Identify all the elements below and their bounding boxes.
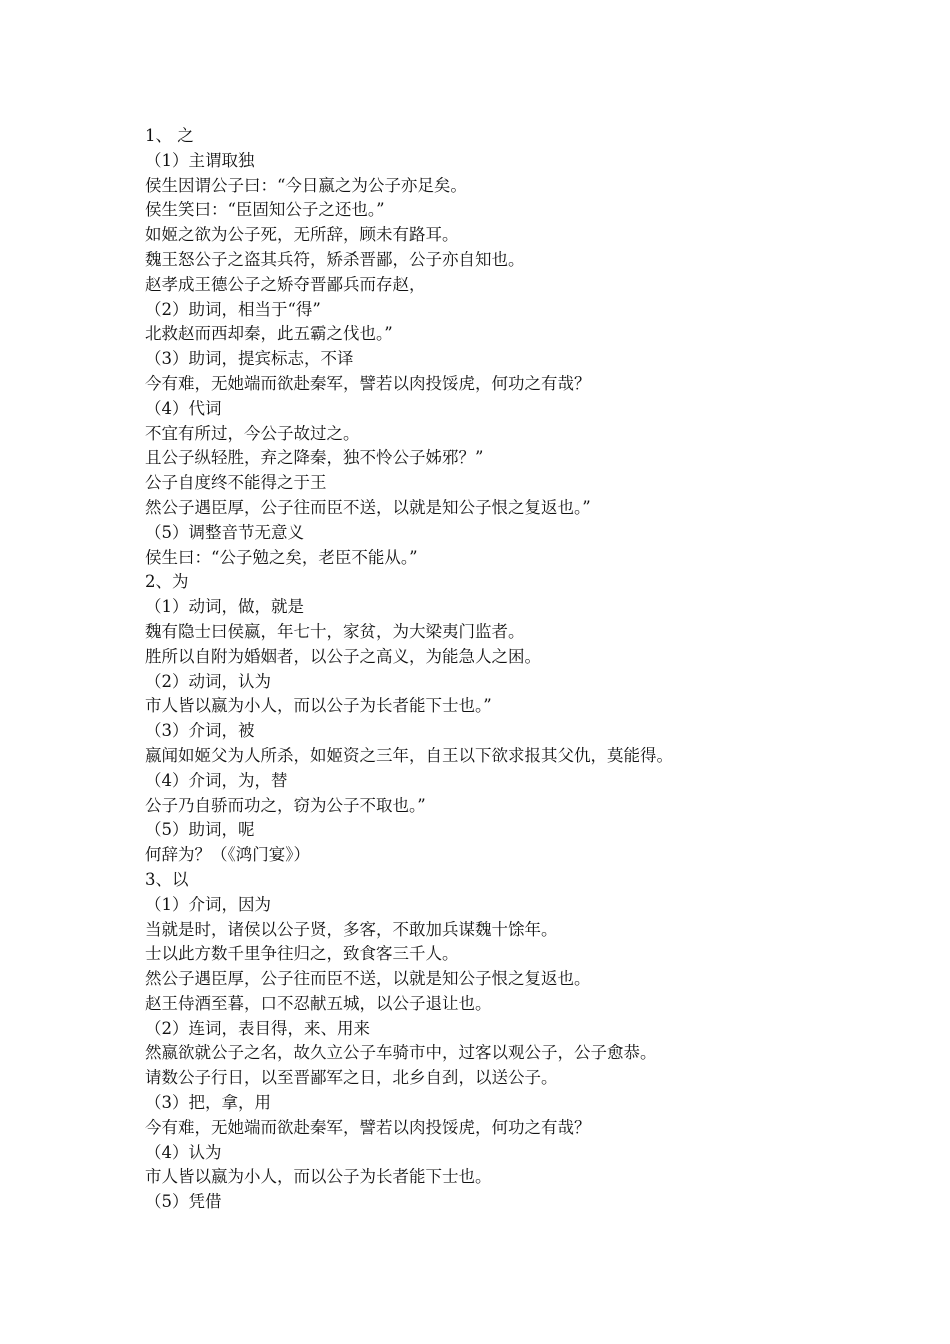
example-sentence: 何辞为？（《鸿门宴》） (145, 845, 310, 865)
example-sentence: 如姬之欲为公子死，无所辞，顾未有路耳。 (145, 225, 459, 245)
example-sentence: 胜所以自附为婚姻者，以公子之高义，为能急人之困。 (145, 646, 541, 666)
example-sentence: 不宜有所过，今公子故过之。 (145, 423, 360, 443)
example-sentence: 赵孝成王德公子之矫夺晋鄙兵而存赵， (145, 274, 426, 294)
subsection-heading: （3）助词，提宾标志，不译 (145, 349, 354, 369)
example-sentence: 市人皆以嬴为小人，而以公子为长者能下士也。” (145, 696, 492, 716)
subsection-heading: （2）助词，相当于“得” (145, 299, 321, 319)
subsection-heading: （4）认为 (145, 1142, 222, 1162)
example-sentence: 赵王侍酒至暮，口不忍献五城，以公子退让也。 (145, 993, 492, 1013)
example-sentence: 然嬴欲就公子之名，故久立公子车骑市中，过客以观公子，公子愈恭。 (145, 1043, 657, 1063)
subsection-heading: （5）助词，呢 (145, 820, 255, 840)
section-heading: 2、为 (145, 572, 189, 592)
example-sentence: 侯生笑曰：“臣固知公子之还也。” (145, 200, 385, 220)
example-sentence: 然公子遇臣厚，公子往而臣不送，以就是知公子恨之复返也。 (145, 969, 591, 989)
example-sentence: 当就是时，诸侯以公子贤，多客，不敢加兵谋魏十馀年。 (145, 919, 558, 939)
example-sentence: 士以此方数千里争往归之，致食客三千人。 (145, 944, 459, 964)
example-sentence: 公子自度终不能得之于王 (145, 473, 327, 493)
example-sentence: 今有难，无她端而欲赴秦军，譬若以肉投馁虎，何功之有哉？ (145, 373, 591, 393)
example-sentence: 北救赵而西却秦，此五霸之伐也。” (145, 324, 393, 344)
example-sentence: 公子乃自骄而功之，窃为公子不取也。” (145, 795, 426, 815)
section-heading: 1、 之 (145, 126, 194, 145)
subsection-heading: （3）把，拿，用 (145, 1093, 271, 1113)
example-sentence: 嬴闻如姬父为人所杀，如姬资之三年，自王以下欲求报其父仇，莫能得。 (145, 745, 673, 765)
subsection-heading: （3）介词，被 (145, 721, 255, 741)
subsection-heading: （5）凭借 (145, 1192, 222, 1212)
subsection-heading: （5）调整音节无意义 (145, 522, 304, 542)
subsection-heading: （2）连词，表目得，来、用来 (145, 1018, 370, 1038)
subsection-heading: （4）代词 (145, 398, 222, 418)
example-sentence: 侯生因谓公子曰：“今日嬴之为公子亦足矣。 (145, 175, 467, 195)
example-sentence: 侯生曰：“公子勉之矣，老臣不能从。” (145, 547, 418, 567)
subsection-heading: （1）动词，做，就是 (145, 597, 304, 617)
example-sentence: 今有难，无她端而欲赴秦军，譬若以肉投馁虎，何功之有哉？ (145, 1117, 591, 1137)
subsection-heading: （4）介词，为，替 (145, 770, 288, 790)
section-heading: 3、以 (145, 869, 189, 889)
example-sentence: 然公子遇臣厚，公子往而臣不送，以就是知公子恨之复返也。” (145, 497, 591, 517)
example-sentence: 且公子纵轻胜，弃之降秦，独不怜公子姊邪？” (145, 448, 484, 468)
example-sentence: 请数公子行日，以至晋鄙军之日，北乡自刭，以送公子。 (145, 1068, 558, 1088)
example-sentence: 市人皆以嬴为小人，而以公子为长者能下士也。 (145, 1167, 492, 1187)
subsection-heading: （1）主谓取独 (145, 150, 255, 170)
subsection-heading: （2）动词，认为 (145, 671, 271, 691)
subsection-heading: （1）介词，因为 (145, 894, 271, 914)
example-sentence: 魏王怒公子之盗其兵符，矫杀晋鄙，公子亦自知也。 (145, 249, 525, 269)
example-sentence: 魏有隐士曰侯嬴，年七十，家贫，为大梁夷门监者。 (145, 621, 525, 641)
document-page (145, 124, 925, 1215)
